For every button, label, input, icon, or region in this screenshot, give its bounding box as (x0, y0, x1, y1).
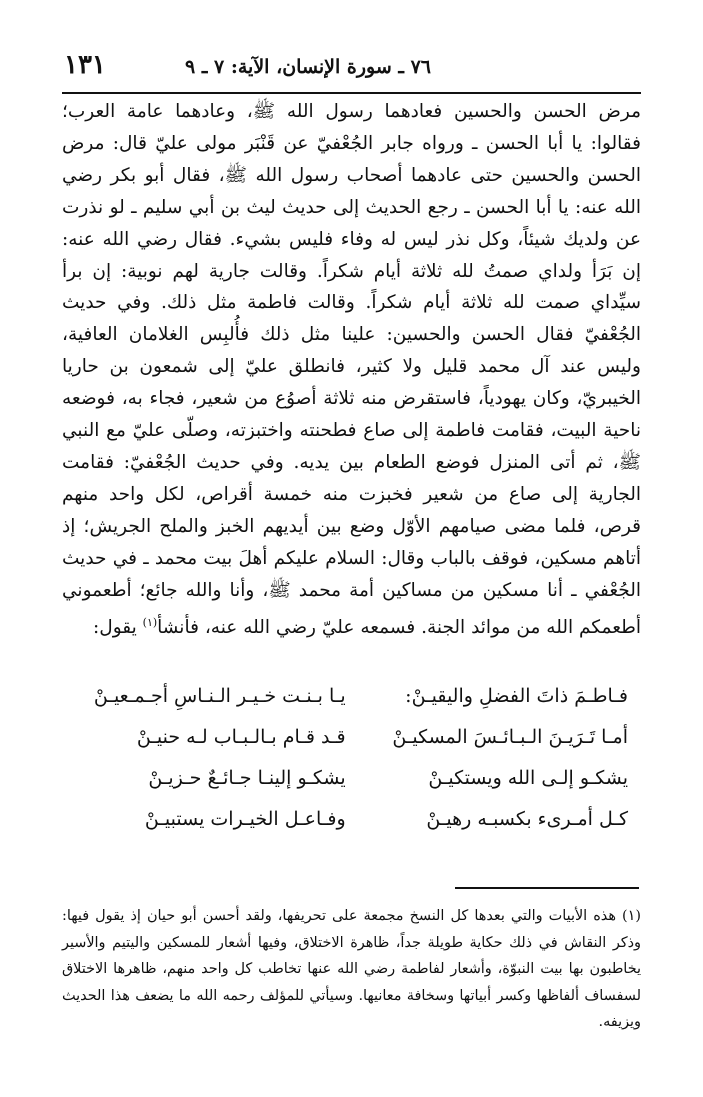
surah-title: ٧٦ ـ سورة الإنسان، الآية: ٧ ـ ٩ (185, 56, 431, 78)
poem-verse (85, 676, 628, 717)
main-paragraph (62, 96, 641, 644)
poem-hemistich-second: وفـاعـل الخيـرات يستبيـنْ (144, 808, 346, 830)
footnote-text: (١) هذه الأبيات والتي بعدها كل النسخ مجمعة على تحريفها، ولقد أحسن أبو حيان إذ يقول فيها: وذكر النقاش في ذلك حكاية طويلة جداً، ظاهرة الاختلاق، وفيها أشعار للمسكين واليتيم والأسير يخاطبون بها بيت النبوّة، وأشعار لفاطمة رضي الله عنها تخاطب كل واحد منهم، ظاهرها الاختلاق لسفساف ألفاظها وكسر أبياتها وسخافة معانيها. وسيأتي للمؤلف رحمه الله ما يضعف هذا الحديث ويزيفه. (62, 908, 641, 1031)
poem-verse (85, 758, 628, 799)
poem-hemistich-first: يشكـو إلـى الله ويستكيـنْ (428, 767, 628, 789)
poem-hemistich-second: يـا بـنـت خـيـر الـنـاسِ أجـمـعيـنْ (93, 685, 346, 707)
poem-hemistich-second: قـد قـام بـالـبـاب لـه حنيـنْ (136, 726, 346, 748)
poem (85, 676, 628, 840)
footnote (62, 903, 641, 1036)
poem-verse (85, 799, 628, 840)
main-paragraph-text: مرض الحسن والحسين فعادهما رسول الله ﷺ، وعادهما عامة العرب؛ فقالوا: يا أبا الحسن ـ ورواه جابر الجُعْفيّ عن قَنْبَر مولى عليّ قال: مرض الحسن والحسين حتى عادهما أصحاب رسول الله ﷺ، فقال أبو بكر رضي الله عنه: يا أبا الحسن ـ رجع الحديث إلى حديث ليث بن أبي سليم ـ لو نذرت عن ولديك شيئاً، وكل نذر ليس له وفاء فليس بشيء. فقال رضي الله عنه: إن بَرَأ ولداي صمتُ لله ثلاثة أيام شكراً. وقالت جارية لهم نوبية: إن برأ سيِّداي صمت لله ثلاثة أيام شكراً. وقالت فاطمة مثل ذلك. وفي حديث الجُعْفيّ فقال الحسن والحسين: علينا مثل ذلك فأُلبِس الغلامان العافية، وليس عند آل محمد قليل ولا كثير، فانطلق عليّ إلى شمعون بن حاريا الخيبريّ، وكان يهودياً، فاستقرض منه ثلاثة أصوُع من شعير، فجاء به، فوضعه ناحية البيت، فقامت فاطمة إلى صاع فطحنته واختبزته، وصلّى عليّ مع النبي ﷺ، ثم أتى المنزل فوضع الطعام بين يديه. وفي حديث الجُعْفيّ: فقامت الجارية إلى صاع من شعير فخبزت منه خمسة أقراص، لكل واحد منهم قرص، فلما مضى صيامهم الأوّل وضع بين أيديهم الخبز والملح الجريش؛ إذ أتاهم مسكين، فوقف بالباب وقال: السلام عليكم أهلَ بيت محمد ـ في حديث الجُعْفي ـ أنا مسكين من مساكين أمة محمد ﷺ، وأنا والله جائع؛ أطعموني أطعمكم الله من موائد الجنة. فسمعه عليّ رضي الله عنه، فأنشأ (62, 101, 641, 638)
poem-hemistich-first: فـاطـمَ ذاتَ الفضلِ واليقيـنْ: (405, 685, 628, 707)
poem-hemistich-first: أمـا تَـرَيـنَ الـبـائـسَ المسكيـنْ (392, 726, 628, 748)
main-paragraph-tail: يقول: (93, 616, 143, 638)
poem-hemistich-second: يشكـو إلينـا جـائـعٌ حـزيـنْ (148, 767, 346, 789)
main-text (62, 96, 641, 644)
footnote-reference: (١) (142, 615, 158, 629)
running-header (62, 52, 641, 94)
poem-hemistich-first: كـل أمـرىء بكسبـه رهيـنْ (426, 808, 628, 830)
footnote-divider (455, 887, 639, 889)
poem-verse (85, 717, 628, 758)
page-number: ١٣١ (64, 50, 106, 80)
